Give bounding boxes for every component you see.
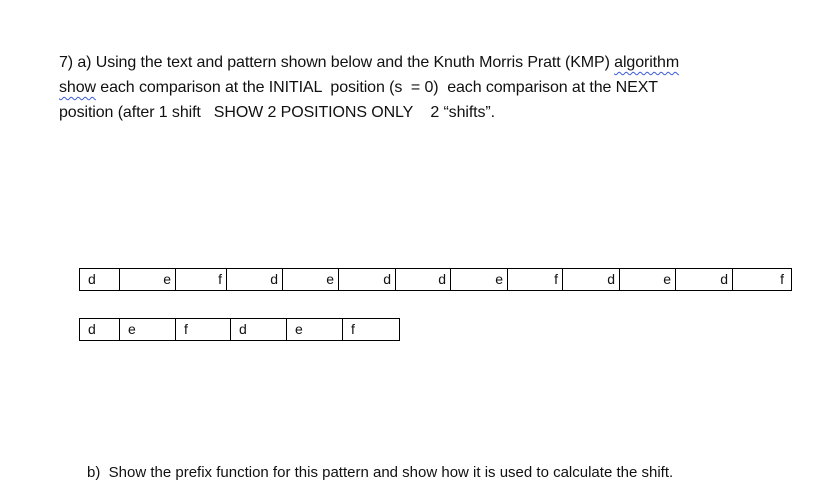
text-cell: f: [176, 269, 227, 290]
text-cell: e: [620, 269, 676, 290]
text-cell: d: [339, 269, 396, 290]
question-line-1: [59, 50, 799, 75]
text-cell: d: [80, 269, 120, 290]
text-cell: e: [451, 269, 508, 290]
question-line-2-text: each comparison at the INITIAL position (s = 0) each comparison at the NEXT: [95, 79, 658, 96]
pattern-cell: e: [120, 319, 176, 340]
pattern-array-row: [79, 318, 400, 341]
question-b: b) Show the prefix function for this pattern and show how it is used to calculate the shift.: [87, 464, 674, 481]
text-cell: d: [563, 269, 620, 290]
question-line-1-text: 7) a) Using the text and pattern shown below and the Knuth Morris Pratt (KMP): [59, 54, 615, 71]
text-cell: f: [780, 271, 784, 287]
text-array-row: [79, 268, 792, 291]
pattern-cell: f: [351, 321, 355, 337]
pattern-cell: e: [287, 319, 343, 340]
text-cell: d: [676, 269, 733, 290]
spellcheck-word-show: show: [59, 79, 96, 96]
question-line-2: [59, 75, 799, 100]
pattern-cell: f: [176, 319, 231, 340]
question-a: [59, 50, 799, 125]
text-cell: d: [396, 269, 451, 290]
text-cell: d: [227, 269, 283, 290]
text-cell: e: [283, 269, 339, 290]
pattern-cell: d: [231, 319, 287, 340]
question-line-3: position (after 1 shift SHOW 2 POSITIONS ONLY 2 “shifts”.: [59, 104, 496, 121]
pattern-cell: d: [80, 319, 120, 340]
spellcheck-word-algorithm: algorithm: [614, 54, 680, 71]
text-cell: e: [120, 269, 176, 290]
text-cell: f: [508, 269, 563, 290]
